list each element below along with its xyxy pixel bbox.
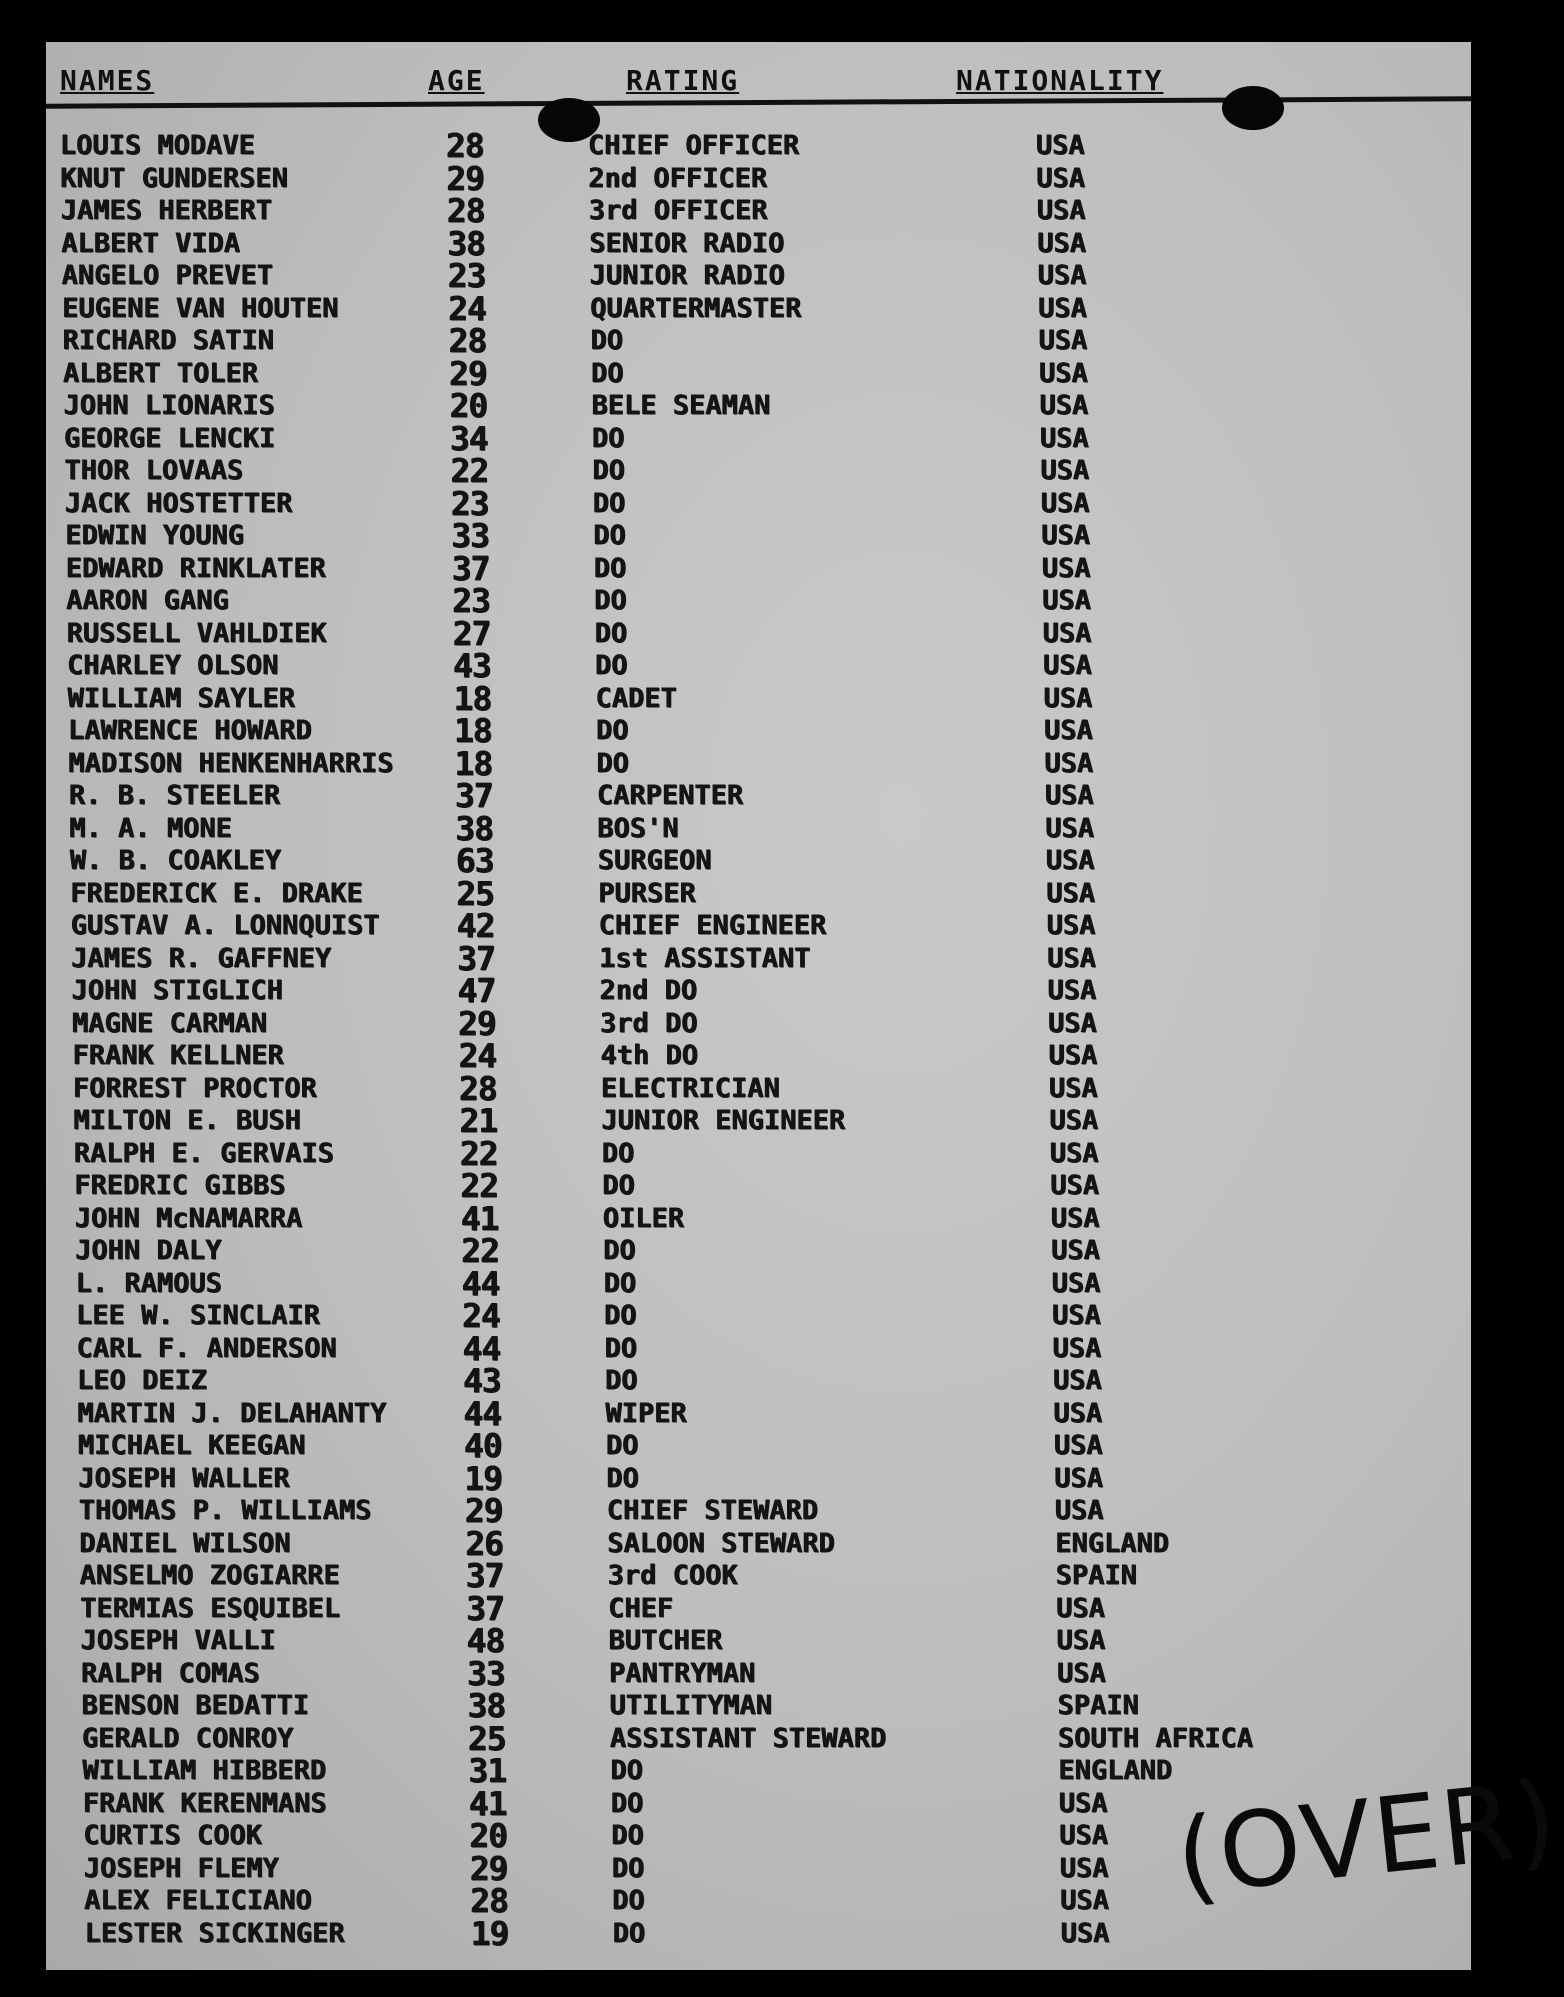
crew-name: JOHN McNAMARRA — [74, 1202, 303, 1234]
crew-row — [46, 1653, 1471, 1693]
crew-age: 28 — [459, 1068, 497, 1108]
crew-nationality: USA — [1039, 390, 1089, 421]
crew-row — [46, 938, 1471, 978]
crew-nationality: USA — [1054, 1430, 1103, 1461]
crew-name: ALBERT VIDA — [61, 227, 241, 259]
crew-age: 23 — [452, 581, 491, 620]
crew-name: LEO DEIZ — [77, 1365, 208, 1396]
crew-rating: SENIOR RADIO — [589, 227, 785, 259]
crew-rating: CHIEF OFFICER — [588, 130, 800, 161]
crew-rating: QUARTERMASTER — [590, 292, 802, 324]
crew-name: JOSEPH FLEMY — [83, 1852, 279, 1884]
crew-rating: JUNIOR RADIO — [589, 260, 785, 291]
crew-rating: DO — [612, 1917, 646, 1949]
crew-row — [46, 1068, 1471, 1108]
crew-age: 22 — [460, 1166, 499, 1205]
crew-age: 23 — [447, 256, 486, 295]
crew-name: FREDRIC GIBBS — [74, 1170, 286, 1201]
crew-nationality: USA — [1044, 747, 1094, 779]
crew-nationality: USA — [1049, 1105, 1099, 1136]
crew-row — [46, 483, 1471, 523]
punch-hole-mark — [1222, 86, 1284, 130]
crew-rating: DO — [612, 1885, 645, 1916]
crew-rating: SURGEON — [597, 845, 712, 876]
crew-row — [46, 1588, 1471, 1628]
crew-row — [46, 971, 1471, 1010]
crew-nationality: USA — [1036, 162, 1086, 194]
crew-rating: DO — [606, 1430, 639, 1461]
crew-name: GERALD CONROY — [82, 1722, 294, 1754]
crew-nationality: USA — [1052, 1300, 1101, 1331]
crew-name: FREDERICK E. DRAKE — [70, 877, 363, 909]
crew-rating: 3rd COOK — [607, 1560, 738, 1591]
crew-name: JOHN STIGLICH — [71, 975, 284, 1006]
crew-nationality: USA — [1054, 1462, 1104, 1494]
crew-rating: OILER — [602, 1202, 685, 1234]
crew-rating: DO — [601, 1137, 635, 1169]
crew-name: JOSEPH VALLI — [80, 1625, 276, 1656]
crew-nationality: USA — [1053, 1365, 1102, 1396]
crew-rating: 2nd OFFICER — [588, 162, 768, 194]
crew-age: 29 — [469, 1848, 508, 1888]
crew-age: 38 — [467, 1686, 506, 1725]
crew-name: FRANK KERENMANS — [82, 1787, 327, 1819]
crew-age: 22 — [461, 1231, 500, 1270]
crew-nationality: USA — [1048, 1040, 1098, 1071]
crew-name: JAMES HERBERT — [60, 195, 273, 226]
crew-name: LOUIS MODAVE — [60, 130, 256, 161]
crew-rating: DO — [593, 552, 627, 584]
crew-row — [46, 256, 1471, 295]
crew-row — [46, 1198, 1471, 1238]
crew-rating: ASSISTANT STEWARD — [610, 1722, 887, 1754]
crew-age: 18 — [454, 743, 493, 783]
crew-name: MAGNE CARMAN — [72, 1007, 268, 1039]
crew-row — [46, 1003, 1471, 1043]
crew-age: 28 — [448, 321, 487, 360]
crew-rating: DO — [590, 325, 624, 356]
crew-name: FORREST PROCTOR — [73, 1072, 317, 1104]
crew-rating: DO — [604, 1332, 638, 1364]
crew-name: EDWARD RINKLATER — [65, 552, 326, 584]
crew-row — [46, 1913, 1471, 1953]
crew-age: 33 — [467, 1653, 505, 1693]
crew-rating: CADET — [595, 682, 677, 714]
crew-row — [46, 1328, 1471, 1368]
crew-name: MARTIN J. DELAHANTY — [77, 1397, 387, 1429]
crew-age: 44 — [461, 1263, 500, 1303]
header-names: NAMES — [60, 64, 155, 97]
crew-row — [46, 1361, 1471, 1400]
crew-rating: DO — [610, 1787, 644, 1819]
crew-nationality: USA — [1044, 715, 1093, 746]
crew-rating: 4th DO — [600, 1040, 699, 1071]
crew-age: 37 — [457, 938, 495, 978]
crew-age: 44 — [463, 1393, 502, 1433]
crew-nationality: USA — [1049, 1072, 1098, 1104]
crew-rating: SALOON STEWARD — [607, 1527, 835, 1559]
crew-nationality: USA — [1045, 780, 1094, 811]
crew-name: THOMAS P. WILLIAMS — [78, 1495, 372, 1526]
crew-name: CARL F. ANDERSON — [76, 1332, 337, 1364]
crew-name: DANIEL WILSON — [79, 1527, 291, 1559]
crew-rating: 3rd DO — [600, 1007, 698, 1039]
crew-row — [46, 613, 1471, 653]
crew-age: 37 — [466, 1588, 504, 1628]
crew-rating: DO — [592, 455, 626, 486]
crew-rating: WIPER — [605, 1397, 687, 1429]
crew-name: MADISON HENKENHARRIS — [68, 747, 394, 779]
crew-age: 37 — [455, 776, 493, 815]
crew-row — [46, 126, 1471, 165]
header-age: AGE — [428, 64, 485, 97]
crew-name: RALPH E. GERVAIS — [73, 1137, 335, 1169]
crew-row — [46, 646, 1471, 685]
crew-name: ANSELMO ZOGIARRE — [79, 1560, 340, 1591]
crew-rating: DO — [603, 1267, 637, 1299]
crew-name: ANGELO PREVET — [61, 260, 274, 291]
crew-name: LESTER SICKINGER — [84, 1917, 345, 1949]
crew-nationality: USA — [1040, 422, 1089, 454]
crew-nationality: USA — [1060, 1885, 1110, 1916]
crew-row — [46, 1101, 1471, 1140]
crew-name: LEE W. SINCLAIR — [76, 1300, 321, 1331]
crew-list-page — [46, 42, 1564, 1970]
crew-row — [46, 1621, 1471, 1660]
crew-name: M. A. MONE — [69, 812, 232, 844]
crew-row — [46, 516, 1471, 555]
crew-nationality: USA — [1045, 845, 1095, 876]
crew-nationality: USA — [1036, 195, 1086, 226]
crew-name: MICHAEL KEEGAN — [78, 1430, 306, 1461]
crew-rating: DO — [603, 1235, 636, 1266]
crew-row — [46, 1556, 1471, 1595]
crew-rating: BOS'N — [597, 812, 679, 844]
crew-row — [46, 1523, 1471, 1563]
crew-nationality: USA — [1046, 877, 1096, 909]
crew-nationality: USA — [1057, 1657, 1106, 1689]
crew-nationality: USA — [1039, 357, 1088, 389]
crew-name: ALEX FELICIANO — [84, 1885, 312, 1916]
crew-rating: BELE SEAMAN — [591, 390, 771, 421]
crew-age: 43 — [463, 1361, 501, 1400]
crew-rating: DO — [593, 520, 626, 551]
crew-name: RALPH COMAS — [81, 1657, 260, 1689]
crew-age: 63 — [455, 841, 494, 880]
crew-rating: 2nd DO — [599, 975, 698, 1006]
crew-row — [46, 223, 1471, 263]
crew-nationality: USA — [1059, 1852, 1109, 1884]
crew-nationality: USA — [1038, 292, 1088, 324]
crew-row — [46, 418, 1471, 458]
crew-name: GEORGE LENCKI — [64, 422, 276, 454]
crew-age: 29 — [458, 1003, 496, 1043]
crew-age: 22 — [450, 451, 489, 490]
crew-nationality: USA — [1045, 812, 1095, 844]
crew-nationality: USA — [1053, 1397, 1103, 1429]
crew-nationality: ENGLAND — [1055, 1527, 1170, 1559]
crew-row — [46, 353, 1471, 393]
crew-age: 20 — [449, 386, 488, 425]
crew-name: CURTIS COOK — [83, 1820, 263, 1851]
crew-age: 19 — [464, 1458, 503, 1498]
crew-nationality: SPAIN — [1057, 1690, 1139, 1721]
crew-name: JOHN LIONARIS — [63, 390, 275, 421]
crew-age: 25 — [456, 873, 495, 913]
crew-age: 41 — [460, 1198, 499, 1238]
crew-age: 24 — [462, 1296, 500, 1335]
crew-row — [46, 548, 1471, 588]
crew-age: 19 — [470, 1913, 509, 1953]
crew-row — [46, 1166, 1471, 1205]
crew-name: R. B. STEELER — [69, 780, 281, 811]
crew-age: 28 — [446, 126, 484, 165]
header-rating: RATING — [626, 64, 740, 97]
crew-rating: DO — [594, 617, 628, 649]
crew-age: 25 — [468, 1718, 506, 1758]
crew-rating: DO — [606, 1462, 639, 1494]
crew-rating: BUTCHER — [608, 1625, 723, 1656]
crew-age: 38 — [447, 223, 486, 263]
crew-name: TERMIAS ESQUIBEL — [80, 1592, 341, 1624]
crew-name: JOSEPH WALLER — [78, 1462, 290, 1494]
crew-nationality: USA — [1041, 520, 1091, 551]
crew-row — [46, 386, 1471, 425]
crew-name: FRANK KELLNER — [72, 1040, 284, 1071]
crew-nationality: USA — [1047, 975, 1097, 1006]
crew-age: 29 — [449, 353, 487, 393]
crew-name: WILLIAM SAYLER — [67, 682, 296, 714]
crew-rating: DO — [595, 650, 628, 681]
crew-row — [46, 1133, 1471, 1173]
crew-age: 47 — [457, 971, 496, 1010]
crew-name: KNUT GUNDERSEN — [60, 162, 289, 194]
crew-name: ALBERT TOLER — [63, 357, 259, 389]
crew-name: LAWRENCE HOWARD — [68, 715, 312, 746]
crew-nationality: USA — [1056, 1592, 1106, 1624]
crew-rating: PANTRYMAN — [609, 1657, 756, 1689]
crew-row — [46, 191, 1471, 230]
crew-rating: CHIEF STEWARD — [606, 1495, 819, 1526]
crew-age: 37 — [465, 1556, 504, 1595]
crew-age: 41 — [468, 1783, 507, 1823]
crew-row — [46, 321, 1471, 360]
crew-name: MILTON E. BUSH — [73, 1105, 302, 1136]
crew-row — [46, 906, 1471, 945]
crew-age: 18 — [454, 711, 492, 750]
crew-name: AARON GANG — [66, 585, 229, 616]
crew-nationality: SPAIN — [1055, 1560, 1138, 1591]
crew-name: BENSON BEDATTI — [81, 1690, 310, 1721]
crew-nationality: USA — [1037, 227, 1087, 259]
crew-nationality: USA — [1048, 1007, 1097, 1039]
crew-age: 31 — [468, 1751, 507, 1790]
crew-age: 48 — [466, 1621, 505, 1660]
crew-row — [46, 873, 1471, 913]
crew-age: 42 — [456, 906, 495, 945]
crew-name: JAMES R. GAFFNEY — [71, 942, 332, 974]
crew-row — [46, 1718, 1471, 1758]
crew-rating: PURSER — [598, 877, 696, 909]
crew-row — [46, 1231, 1471, 1270]
crew-name: RICHARD SATIN — [62, 325, 275, 356]
crew-nationality: USA — [1037, 260, 1087, 291]
crew-age: 40 — [464, 1426, 502, 1465]
crew-rating: ELECTRICIAN — [601, 1072, 780, 1104]
crew-nationality: USA — [1056, 1625, 1106, 1656]
crew-rating: UTILITYMAN — [609, 1690, 773, 1721]
crew-rating: DO — [594, 585, 627, 616]
crew-name: EUGENE VAN HOUTEN — [62, 292, 339, 324]
crew-name: THOR LOVAAS — [64, 455, 244, 486]
crew-name: JOHN DALY — [75, 1235, 222, 1266]
crew-nationality: USA — [1043, 650, 1092, 681]
crew-nationality: USA — [1051, 1235, 1101, 1266]
crew-name: RUSSELL VAHLDIEK — [66, 617, 327, 649]
crew-row — [46, 288, 1471, 328]
crew-rating: DO — [596, 747, 630, 779]
crew-rating: DO — [602, 1170, 635, 1201]
handwritten-over-note: (OVER) — [1170, 1757, 1564, 1919]
crew-age: 24 — [458, 1036, 497, 1075]
crew-name: JACK HOSTETTER — [64, 487, 293, 519]
crew-nationality: USA — [1059, 1820, 1109, 1851]
crew-row — [46, 1491, 1471, 1530]
crew-nationality: USA — [1043, 682, 1093, 714]
crew-rating: DO — [605, 1365, 638, 1396]
crew-age: 34 — [450, 418, 488, 458]
crew-nationality: USA — [1046, 910, 1096, 941]
crew-rating: CHEF — [608, 1592, 674, 1624]
crew-row — [46, 158, 1471, 198]
crew-nationality: USA — [1038, 325, 1088, 356]
crew-nationality: ENGLAND — [1058, 1755, 1173, 1786]
crew-row — [46, 776, 1471, 815]
crew-row — [46, 841, 1471, 880]
crew-rows — [46, 126, 1471, 1953]
crew-age: 37 — [451, 548, 490, 588]
crew-row — [46, 1036, 1471, 1075]
crew-nationality: USA — [1060, 1917, 1110, 1949]
crew-row — [46, 581, 1471, 620]
crew-row — [46, 1296, 1471, 1335]
crew-nationality: USA — [1054, 1495, 1104, 1526]
crew-age: 33 — [451, 516, 490, 555]
crew-row — [46, 1263, 1471, 1303]
crew-nationality: USA — [1051, 1267, 1101, 1299]
crew-row — [46, 808, 1471, 848]
crew-nationality: USA — [1047, 942, 1097, 974]
crew-name: WILLIAM HIBBERD — [82, 1755, 327, 1786]
crew-row — [46, 1393, 1471, 1433]
crew-name: CHARLEY OLSON — [67, 650, 279, 681]
crew-age: 20 — [469, 1816, 508, 1855]
crew-name: EDWIN YOUNG — [65, 520, 245, 551]
crew-name: L. RAMOUS — [75, 1267, 223, 1299]
crew-row — [46, 451, 1471, 490]
crew-age: 29 — [464, 1491, 503, 1530]
crew-nationality: USA — [1049, 1137, 1099, 1169]
crew-rating: DO — [611, 1820, 644, 1851]
crew-nationality: USA — [1058, 1787, 1108, 1819]
crew-age: 28 — [446, 191, 485, 230]
crew-rating: DO — [596, 715, 629, 746]
crew-age: 18 — [453, 678, 492, 718]
crew-rating: DO — [604, 1300, 637, 1331]
crew-nationality: USA — [1050, 1202, 1100, 1234]
crew-age: 38 — [455, 808, 494, 848]
crew-nationality: SOUTH AFRICA — [1058, 1722, 1254, 1754]
crew-age: 44 — [462, 1328, 501, 1368]
crew-rating: JUNIOR ENGINEER — [601, 1105, 846, 1136]
crew-row — [46, 711, 1471, 750]
crew-rating: DO — [610, 1755, 644, 1786]
crew-nationality: USA — [1052, 1332, 1102, 1364]
header-nationality: NATIONALITY — [956, 64, 1164, 97]
crew-rating: DO — [592, 422, 625, 454]
crew-rating: DO — [591, 357, 624, 389]
crew-nationality: USA — [1042, 617, 1092, 649]
crew-row — [46, 678, 1471, 718]
crew-age: 27 — [452, 613, 491, 653]
crew-name: GUSTAV A. LONNQUIST — [70, 910, 380, 941]
crew-name: W. B. COAKLEY — [69, 845, 282, 876]
crew-rating: CHIEF ENGINEER — [598, 910, 827, 941]
crew-nationality: USA — [1040, 487, 1090, 519]
crew-rating: 1st ASSISTANT — [599, 942, 811, 974]
crew-age: 23 — [450, 483, 489, 523]
crew-age: 26 — [465, 1523, 504, 1563]
crew-row — [46, 1751, 1471, 1790]
crew-row — [46, 1458, 1471, 1498]
crew-age: 21 — [459, 1101, 498, 1140]
crew-nationality: USA — [1042, 585, 1092, 616]
crew-row — [46, 1426, 1471, 1465]
crew-age: 22 — [459, 1133, 498, 1173]
crew-age: 43 — [453, 646, 491, 685]
crew-rating: CARPENTER — [597, 780, 744, 811]
crew-nationality: USA — [1040, 455, 1090, 486]
crew-rating: 3rd OFFICER — [588, 195, 768, 226]
crew-age: 28 — [470, 1881, 509, 1920]
crew-nationality: USA — [1050, 1170, 1100, 1201]
crew-rating: DO — [592, 487, 626, 519]
crew-row — [46, 1686, 1471, 1725]
crew-rating: DO — [611, 1852, 645, 1884]
crew-age: 24 — [448, 288, 486, 328]
crew-age: 29 — [446, 158, 485, 198]
crew-nationality: USA — [1036, 130, 1085, 161]
crew-row — [46, 743, 1471, 783]
crew-nationality: USA — [1041, 552, 1091, 584]
